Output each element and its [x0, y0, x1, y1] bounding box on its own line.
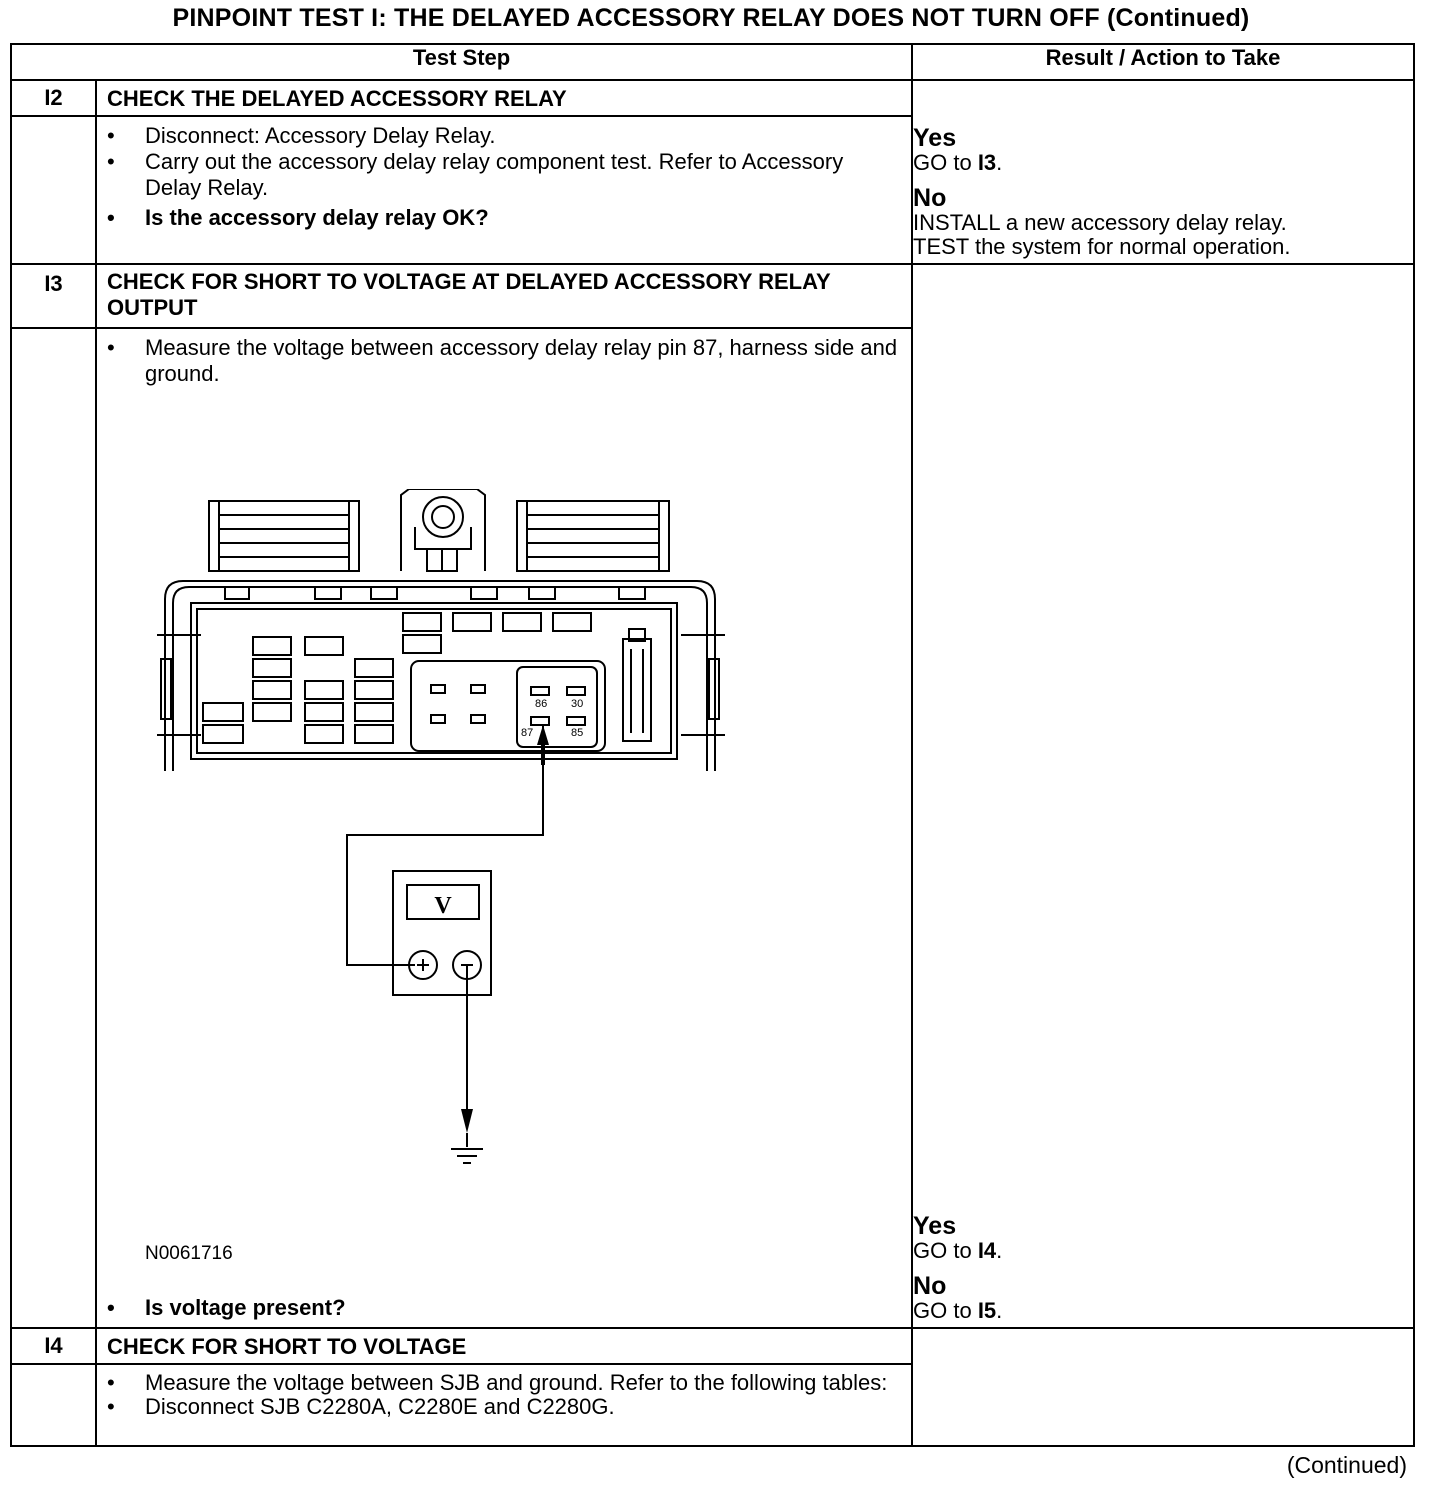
- figure-code: N0061716: [145, 1243, 233, 1264]
- yes-action: GO to I3.: [913, 150, 1003, 175]
- header-result: Result / Action to Take: [912, 44, 1414, 80]
- step-i2-body: [96, 116, 912, 264]
- yes-action: GO to I4.: [913, 1238, 1003, 1263]
- header-test-step: Test Step: [11, 44, 912, 80]
- step-i4-body: [96, 1364, 912, 1446]
- step-i3-title-row: [11, 264, 1414, 328]
- bullet: • Disconnect: Accessory Delay Relay.: [12, 123, 901, 149]
- pin-30-label: 30: [571, 698, 584, 710]
- step-i2-result: [912, 80, 1414, 264]
- no-label: No: [913, 184, 947, 212]
- bullet-question: • Is the accessory delay relay OK?: [12, 205, 901, 231]
- step-i3-result: [912, 264, 1414, 1328]
- relay-voltage-diagram: [97, 489, 913, 1229]
- step-i4-result: [912, 1328, 1414, 1446]
- continued-footer: (Continued): [1286, 1452, 1407, 1478]
- bullet: • Measure the voltage between accessory delay relay pin 87, harness side and ground.: [12, 335, 901, 387]
- bullet: • Carry out the accessory delay relay component test. Refer to Accessory Delay Relay.: [12, 149, 901, 201]
- pin-85-label: 85: [571, 727, 584, 739]
- step-i2-title-row: [11, 80, 1414, 116]
- step-id: I3: [11, 264, 96, 328]
- page-title: PINPOINT TEST I: THE DELAYED ACCESSORY RELAY DOES NOT TURN OFF (Continued): [172, 4, 1250, 32]
- meter-symbol: V: [434, 893, 452, 919]
- no-action-2: TEST the system for normal operation.: [913, 234, 1291, 259]
- step-id: I2: [11, 80, 96, 116]
- step-i4-title-row: [11, 1328, 1414, 1364]
- pin-86-label: 86: [535, 698, 548, 710]
- pin-87-label: 87: [521, 727, 534, 739]
- step-i3-body: [96, 328, 912, 1328]
- bullet: • Disconnect SJB C2280A, C2280E and C2280G.: [12, 1395, 901, 1419]
- step-title: CHECK FOR SHORT TO VOLTAGE AT DELAYED ACCESSORY RELAY OUTPUT: [96, 264, 912, 328]
- step-id: I4: [11, 1328, 96, 1364]
- step-title: CHECK THE DELAYED ACCESSORY RELAY: [96, 80, 912, 116]
- no-action-1: INSTALL a new accessory delay relay.: [913, 210, 1287, 235]
- step-title: CHECK FOR SHORT TO VOLTAGE: [96, 1328, 912, 1364]
- no-action: GO to I5.: [913, 1298, 1003, 1323]
- goto-target: I3: [977, 150, 997, 175]
- bullet: • Measure the voltage between SJB and ground. Refer to the following tables:: [12, 1371, 901, 1395]
- table-header-row: [11, 44, 1414, 80]
- yes-label: Yes: [913, 1212, 957, 1240]
- bullet-question: • Is voltage present?: [12, 1295, 912, 1321]
- goto-target: I4: [977, 1238, 997, 1263]
- pinpoint-test-table: [10, 43, 1415, 1447]
- no-label: No: [913, 1272, 947, 1300]
- yes-label: Yes: [913, 124, 957, 152]
- goto-target: I5: [977, 1298, 997, 1323]
